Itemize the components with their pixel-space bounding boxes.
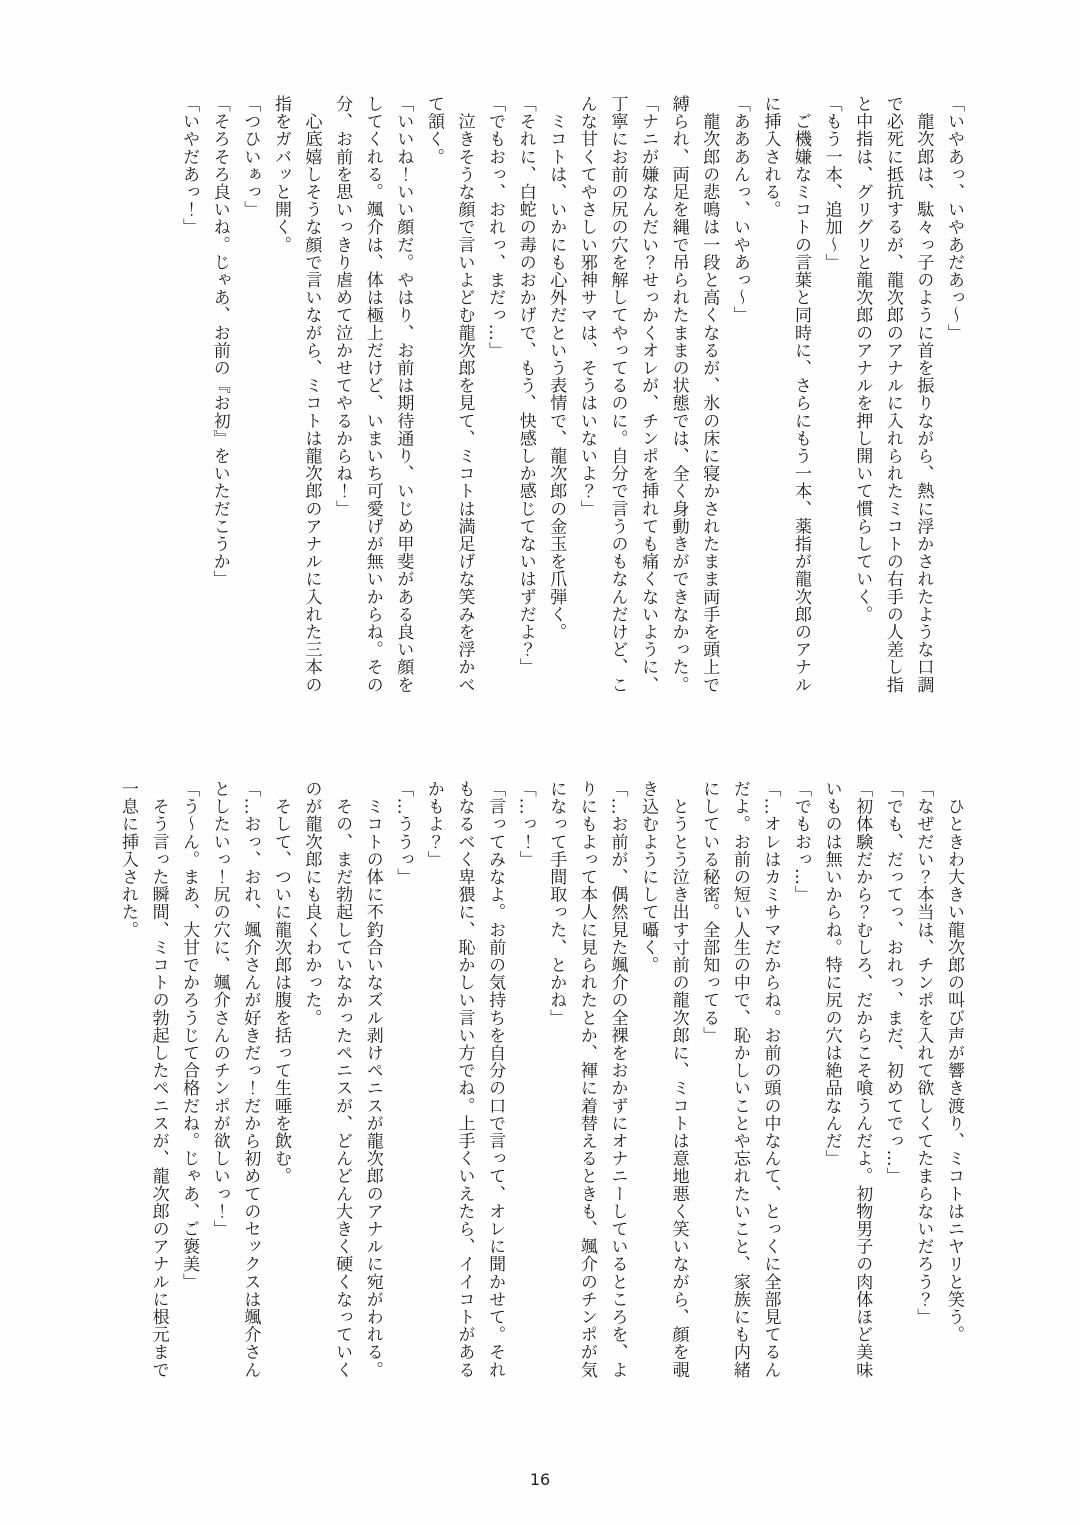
text-line: 「もう一本、追加～」: [821, 95, 842, 271]
text-line: その、まだ勃起していなかったペニスが、どんどん大きく硬くなっていく: [332, 780, 353, 1379]
text-line: 心底嬉しそうな顔で言いながら、ミコトは龍次郎のアナルに入れた三本の: [301, 95, 322, 694]
text-line: としたいっ！尻の穴に、颯介さんのチンポが欲しいっ！」: [209, 780, 230, 1238]
text-line: のが龍次郎にも良くわかった。: [301, 780, 322, 1027]
page-number: 16: [529, 1470, 551, 1489]
text-line: と中指は、グリグリと龍次郎のアナルを押し開いて慣らしていく。: [852, 95, 873, 623]
text-line: き込むようにして囁く。: [638, 780, 659, 974]
text-line: になって手間取った、とかね」: [546, 780, 567, 1027]
text-line: かもよ？」: [423, 780, 444, 868]
text-line: 「そろそろ良いね。じゃあ、お前の『お初』をいただこうか」: [209, 95, 230, 588]
text-line: 「つひいぁっ」: [240, 95, 261, 219]
text-line: 「…っ！」: [515, 780, 536, 868]
text-line: そして、ついに龍次郎は腹を括って生唾を飲む。: [270, 780, 291, 1185]
text-line: してくれる。颯介は、体は極上だけど、いまいち可愛げが無いからね。その: [362, 95, 383, 694]
text-line: ミコトの体に不釣合いなズル剥けペニスが龍次郎のアナルに宛がわれる。: [362, 780, 383, 1379]
text-line: ミコトは、いかにも心外だという表情で、龍次郎の金玉を爪弾く。: [546, 95, 567, 641]
text-line: 一息に挿入された。: [117, 780, 138, 939]
text-line: 「でもおっ、おれっ、まだっ…」: [485, 95, 506, 359]
text-line: 「いいね！いい顔だ。やはり、お前は期待通り、いじめ甲斐がある良い顔を: [393, 95, 414, 694]
text-line: そう言った瞬間、ミコトの勃起したペニスが、龍次郎のアナルに根元まで: [148, 780, 169, 1379]
text-line: 「なぜだい？本当は、チンポを入れて欲しくてたまらないだろう？」: [913, 780, 934, 1326]
text-line: にしている秘密。全部知ってる」: [699, 780, 720, 1044]
text-line: 龍次郎の悲鳴は一段と高くなるが、氷の床に寝かされたまま両手を頭上で: [699, 95, 720, 694]
text-line: 「…オレはカミサマだからね。お前の頭の中なんて、とっくに全部見てるん: [760, 780, 781, 1379]
text-line: 「でも、だってっ、おれっ、まだ、初めてでっ…」: [882, 780, 903, 1185]
text-line: 泣きそうな顔で言いよどむ龍次郎を見て、ミコトは満足げな笑みを浮かべ: [454, 95, 475, 694]
text-line: ひときわ大きい龍次郎の叫び声が響き渡り、ミコトはニヤリと笑う。: [944, 780, 964, 1344]
lower-text-block: [112, 780, 969, 1384]
text-line: もなるべく卑猥に、恥かしい言い方でね。上手くいえたら、イイコトがある: [454, 780, 475, 1379]
text-line: 「いやだあっ！」: [179, 95, 200, 236]
text-line: 指をガバッと開く。: [270, 95, 291, 254]
text-line: 丁寧にお前の尻の穴を解してやってるのに。自分で言うのもなんだけど、こ: [607, 95, 628, 694]
text-line: 「あああんっ、いやあっ～」: [729, 95, 750, 324]
text-line: 縛られ、両足を縄で吊られたままの状態では、全く身動きができなかった。: [668, 95, 689, 694]
text-line: 「…ううっ」: [393, 780, 414, 886]
text-line: 「…お前が、偶然見た颯介の全裸をおかずにオナニーしているところを、よ: [607, 780, 628, 1379]
upper-text-block: [174, 95, 969, 699]
text-line: で必死に抵抗するが、龍次郎のアナルに入れられたミコトの右手の人差し指: [882, 95, 903, 694]
text-line: 「う～ん。まあ、大甘でかろうじて合格だね。じゃあ、ご褒美」: [179, 780, 200, 1291]
text-line: 分、お前を思いっきり虐めて泣かせてやるからね！」: [332, 95, 353, 518]
text-line: 「でもおっ…」: [791, 780, 812, 904]
text-line: んな甘くてやさしい邪神サマは、そうはいないよ？」: [576, 95, 597, 518]
text-line: 「言ってみなよ。お前の気持ちを自分の口で言って、オレに聞かせて。それ: [485, 780, 506, 1379]
text-line: 「初体験だから？むしろ、だからこそ喰うんだよ。初物男子の肉体ほど美味: [852, 780, 873, 1379]
text-line: いものは無いからね。特に尻の穴は絶品なんだ」: [821, 780, 842, 1168]
text-line: 「ナニが嫌なんだい？せっかくオレが、チンポを挿れても痛くないように、: [638, 95, 659, 694]
text-line: りにもよって本人に見られたとか、褌に着替えるときも、颯介のチンポが気: [576, 780, 597, 1379]
text-line: 「それに、白蛇の毒のおかげで、もう、快感しか感じてないはずだよ？」: [515, 95, 536, 676]
text-line: だよ。お前の短い人生の中で、恥かしいことや忘れたいこと、家族にも内緒: [729, 780, 750, 1379]
text-line: とうとう泣き出す寸前の龍次郎に、ミコトは意地悪く笑いながら、顔を覗: [668, 780, 689, 1379]
text-line: 「…おっ、おれ、颯介さんが好きだっ！だから初めてのセックスは颯介さん: [240, 780, 261, 1379]
text-line: て頷く。: [423, 95, 444, 166]
text-line: ご機嫌なミコトの言葉と同時に、さらにもう一本、薬指が龍次郎のアナル: [791, 95, 812, 694]
text-line: 龍次郎は、駄々っ子のように首を振りながら、熱に浮かされたような口調: [913, 95, 934, 694]
text-line: 「いやあっ、いやあだあっ～」: [944, 95, 964, 342]
text-line: に挿入される。: [760, 95, 781, 219]
